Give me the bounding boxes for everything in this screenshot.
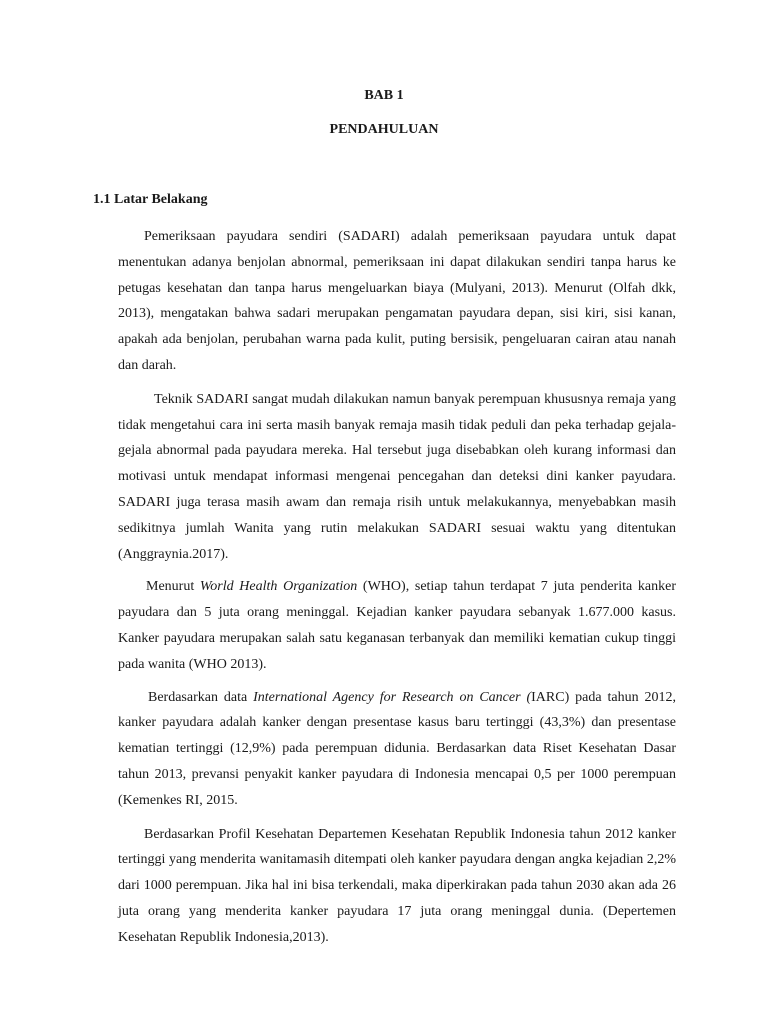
paragraph-who-text-after: (WHO), setiap tahun terdapat 7 juta penderita kanker payudara dan 5 juta orang meninggal. Kejadian kanker payudara sebanyak 1.677.000 kasus. Kanker payudara merupakan salah satu keganasan terbanyak dan memiliki kematian cukup tinggi pada wanita (WHO 2013). — [118, 579, 676, 672]
paragraph-iarc-text-before: Berdasarkan data — [148, 689, 254, 705]
paragraph-depkes-profile: Berdasarkan Profil Kesehatan Departemen Kesehatan Republik Indonesia tahun 2012 kanker tertinggi yang menderita wanitamasih ditempati oleh kanker payudara dengan angka kejadian 2,2% dari 1000 perempuan. Jika hal ini bisa terkendali, maka diperkirakan pada tahun 2030 akan ada 26 juta orang yang menderita kanker payudara 17 juta orang meninggal dunia. (Depertemen Kesehatan Republik Indonesia,2013). — [118, 826, 676, 945]
paragraph-iarc-statistics — [118, 685, 676, 814]
body-text — [118, 224, 676, 959]
paragraph-who-italic: World Health Organization — [199, 579, 358, 595]
chapter-title: PENDAHULUAN — [329, 122, 439, 137]
paragraph-sadari-technique: Teknik SADARI sangat mudah dilakukan namun banyak perempuan khususnya remaja yang tidak mengetahui cara ini serta masih banyak remaja masih tidak peduli dan peka terhadap gejala-gejala abnormal pada payudara mereka. Hal tersebut juga disebabkan oleh kurang informasi dan motivasi untuk mendapat informasi mengenai pencegahan dan deteksi dini kanker payudara. SADARI juga terasa masih awam dan remaja risih untuk melakukannya, menyebabkan masih sedikitnya jumlah Wanita yang rutin melakukan SADARI sesuai waktu yang ditentukan (Anggraynia.2017). — [118, 391, 676, 562]
paragraph-iarc-text-after: IARC) pada tahun 2012, kanker payudara adalah kanker dengan presentase kasus baru tertinggi (43,3%) dan presentase kematian tertinggi (12,9%) pada perempuan didunia. Berdasarkan data Riset Kesehatan Dasar tahun 2013, prevansi penyakit kanker payudara di Indonesia mencapai 0,5 per 1000 perempuan (Kemenkes RI, 2015. — [118, 689, 676, 808]
chapter-label: BAB 1 — [364, 88, 404, 103]
paragraph-iarc-italic: International Agency for Research on Cancer ( — [253, 689, 532, 705]
paragraph-who-statistics — [118, 574, 676, 677]
section-heading: 1.1 Latar Belakang — [93, 192, 208, 207]
paragraph-who-text-before: Menurut — [146, 579, 200, 595]
paragraph-sadari-definition: Pemeriksaan payudara sendiri (SADARI) adalah pemeriksaan payudara untuk dapat menentukan adanya benjolan abnormal, pemeriksaan ini dapat dilakukan sendiri tanpa harus ke petugas kesehatan dan tanpa harus mengeluarkan biaya (Mulyani, 2013). Menurut (Olfah dkk, 2013), mengatakan bahwa sadari merupakan pengamatan payudara depan, sisi kiri, sisi kanan, apakah ada benjolan, perubahan warna pada kulit, puting bersisik, pengeluaran cairan atau nanah dan darah. — [118, 229, 676, 373]
